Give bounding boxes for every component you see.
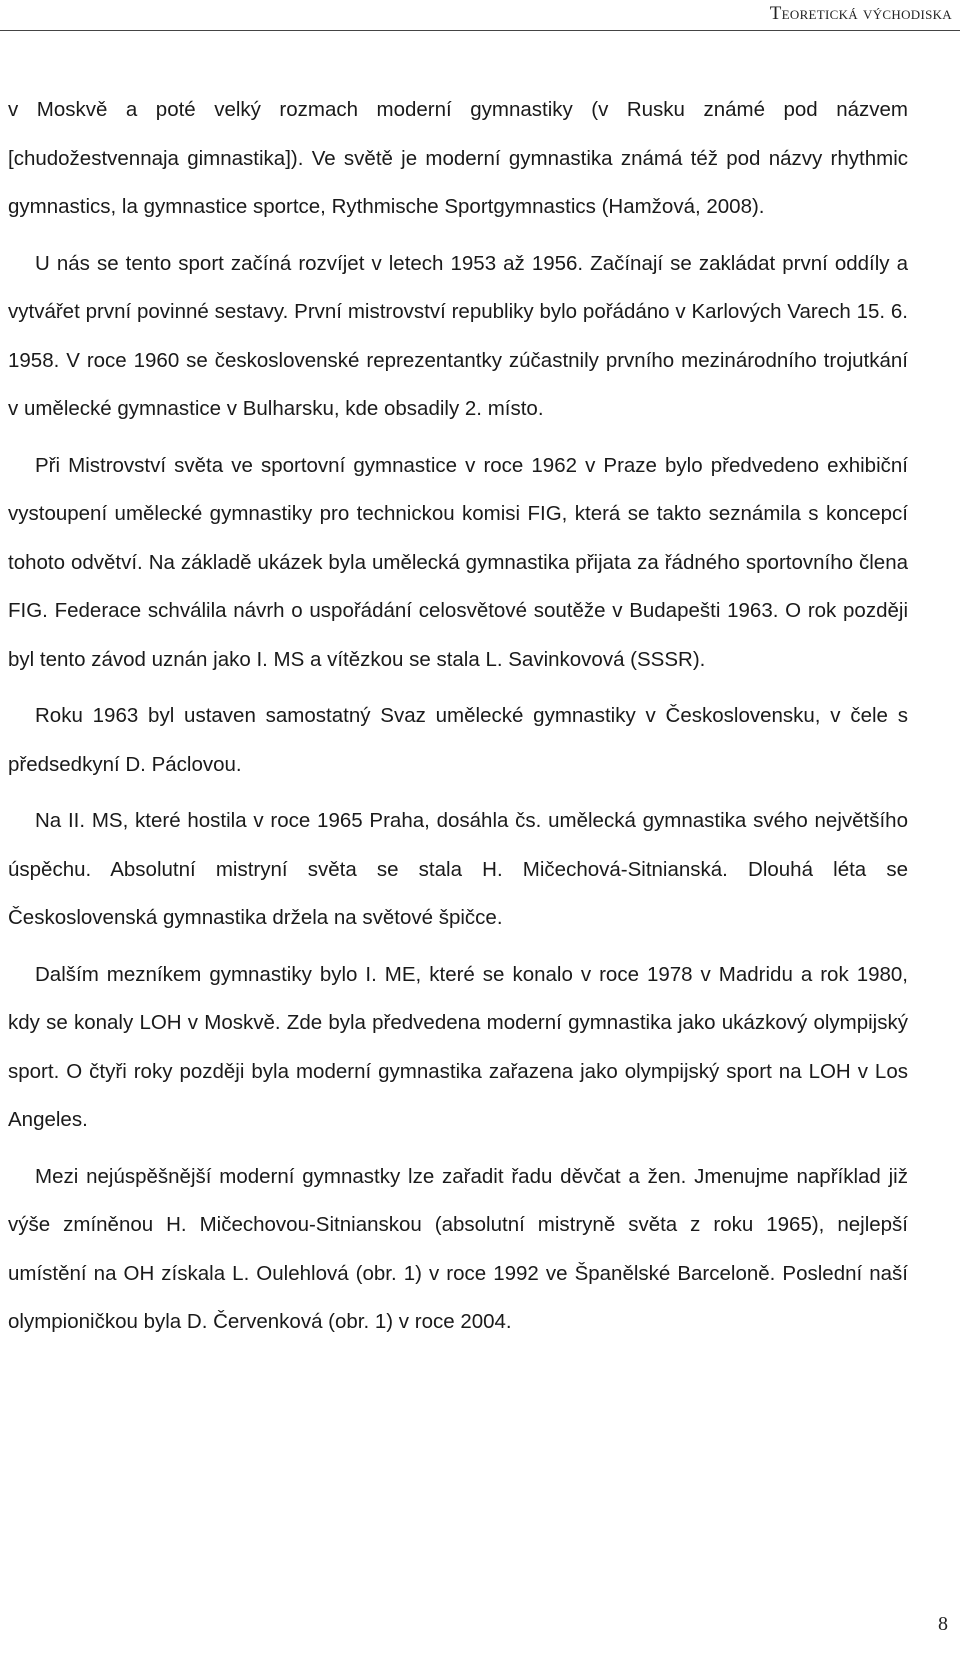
header-divider bbox=[0, 30, 960, 31]
paragraph: Dalším mezníkem gymnastiky bylo I. ME, které se konalo v roce 1978 v Madridu a rok 1980, kdy se konaly LOH v Moskvě. Zde byla předvedena moderní gymnastika jako ukázkový olympijský sport. O čtyři roky později byla moderní gymnastika zařazena jako olympijský sport na LOH v Los Angeles. bbox=[8, 962, 908, 1131]
paragraph: Roku 1963 byl ustaven samostatný Svaz umělecké gymnastiky v Československu, v čele s předsedkyní D. Páclovou. bbox=[8, 704, 908, 776]
paragraph-continuation: v Moskvě a poté velký rozmach moderní gymnastiky (v Rusku známé pod názvem [chudožestvennaja gimnastika]). Ve světě je moderní gymnastika známá též pod názvy rhythmic gymnastics, la gymnastice sportce, Rythmische Sportgymnastics (Hamžová, 2008). bbox=[8, 98, 908, 218]
paragraph: Mezi nejúspěšnější moderní gymnastky lze zařadit řadu děvčat a žen. Jmenujme například již výše zmíněnou H. Mičechovou-Sitnianskou (absolutní mistryně světa z roku 1965), nejlepší umístění na OH získala L. Oulehlová (obr. 1) v roce 1992 ve Španělské Barceloně. Poslední naší olympioničkou byla D. Červenková (obr. 1) v roce 2004. bbox=[8, 1164, 908, 1333]
document-body bbox=[8, 86, 908, 1355]
paragraph: U nás se tento sport začíná rozvíjet v letech 1953 až 1956. Začínají se zakládat první oddíly a vytvářet první povinné sestavy. První mistrovství republiky bylo pořádáno v Karlových Varech 15. 6. 1958. V roce 1960 se československé reprezentantky zúčastnily prvního mezinárodního trojutkání v umělecké gymnastice v Bulharsku, kde obsadily 2. místo. bbox=[8, 251, 908, 420]
page-number: 8 bbox=[938, 1613, 948, 1635]
paragraph: Při Mistrovství světa ve sportovní gymnastice v roce 1962 v Praze bylo předvedeno exhibiční vystoupení umělecké gymnastiky pro technickou komisi FIG, která se takto seznámila s koncepcí tohoto odvětví. Na základě ukázek byla umělecká gymnastika přijata za řádného sportovního člena FIG. Federace schválila návrh o uspořádání celosvětové soutěže v Budapešti 1963. O rok později byl tento závod uznán jako I. MS a vítězkou se stala L. Savinkovová (SSSR). bbox=[8, 453, 908, 671]
paragraph: Na II. MS, které hostila v roce 1965 Praha, dosáhla čs. umělecká gymnastika svého největšího úspěchu. Absolutní mistryní světa se stala H. Mičechová-Sitnianská. Dlouhá léta se Československá gymnastika držela na světové špičce. bbox=[8, 809, 908, 929]
running-header-title: Teoretická východiska bbox=[769, 3, 952, 24]
